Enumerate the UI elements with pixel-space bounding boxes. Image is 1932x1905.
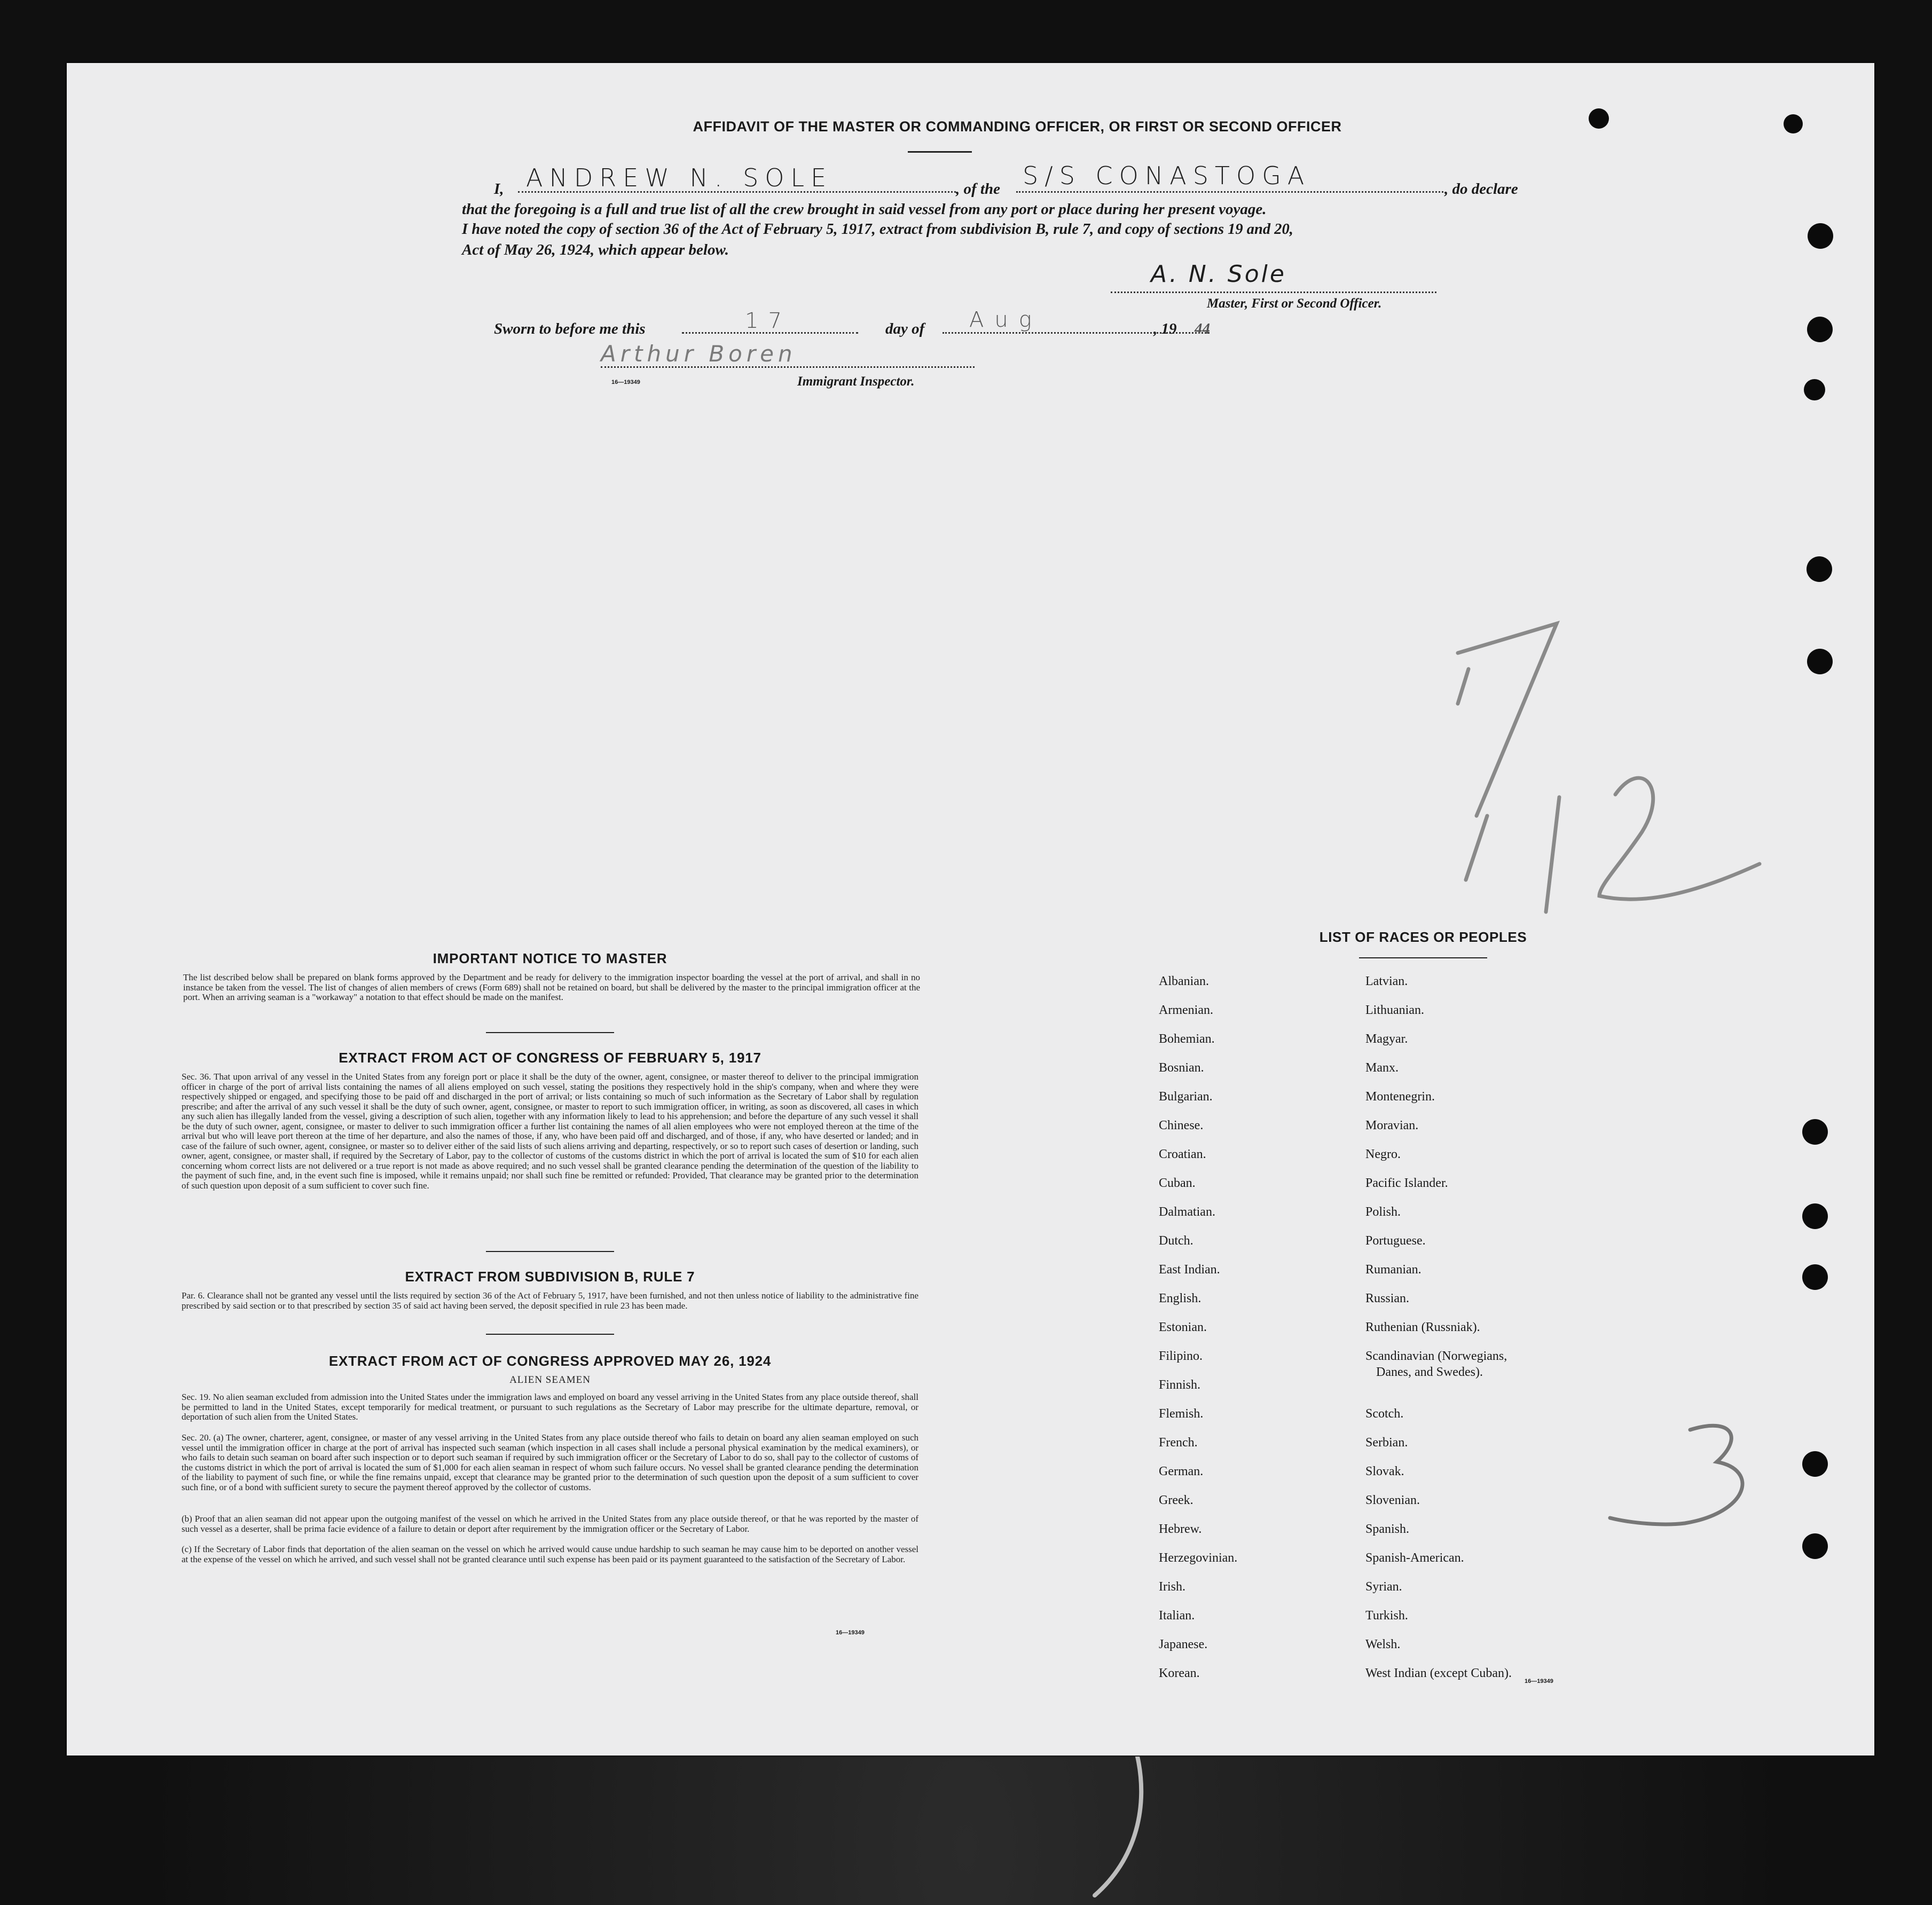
race-item: Spanish-American. bbox=[1365, 1551, 1464, 1565]
punch-hole bbox=[1802, 1119, 1828, 1145]
race-item: French. bbox=[1159, 1436, 1198, 1450]
inspector-line bbox=[601, 366, 975, 368]
inspector-signature: Arthur Boren bbox=[601, 341, 797, 367]
punch-hole bbox=[1804, 379, 1825, 400]
sworn-prefix: Sworn to before me this bbox=[494, 320, 646, 337]
race-item: Latvian. bbox=[1365, 974, 1408, 988]
race-item: Croatian. bbox=[1159, 1147, 1206, 1161]
race-item-line: Danes, and Swedes). bbox=[1376, 1365, 1483, 1379]
race-item: Hebrew. bbox=[1159, 1522, 1202, 1536]
extract-1924-title: EXTRACT FROM ACT OF CONGRESS APPROVED MAY 26, 1924 bbox=[328, 1353, 772, 1369]
race-item: Negro. bbox=[1365, 1147, 1401, 1161]
title-underline bbox=[908, 151, 972, 153]
race-item: Dutch. bbox=[1159, 1234, 1193, 1248]
extract-1917-rule bbox=[486, 1251, 614, 1252]
punch-hole bbox=[1808, 223, 1833, 249]
affidavit-line-3: I have noted the copy of section 36 of the Act of February 5, 1917, extract from subdivision B, rule 7, and copy of sections 19 and 20, bbox=[462, 221, 1293, 238]
sec20b-text: (b) Proof that an alien seaman did not appear upon the outgoing manifest of the vessel on which he arrived in the United States from any place outside thereof, or that he was reported by the master of such vessel as a deserter, shall be prima facie evidence of a failure to detain or deport after requirement by the immigration officer or the Secretary of Labor. bbox=[182, 1514, 918, 1534]
rule7-text: Par. 6. Clearance shall not be granted any vessel until the lists required by section 36 of the Act of February 5, 1917, have been furnished, and not then unless notice of liability to the administrative fine prescribed by said section or to that prescribed by section 35 of said act having been served, the deposit specified in rule 23 has been made. bbox=[182, 1290, 918, 1311]
race-item: Manx. bbox=[1365, 1061, 1399, 1075]
pencil-digit-mark bbox=[1599, 1416, 1802, 1534]
race-item: Albanian. bbox=[1159, 974, 1209, 988]
extract-1917-title: EXTRACT FROM ACT OF CONGRESS OF FEBRUARY 5, 1917 bbox=[339, 1050, 761, 1066]
race-item: Lithuanian. bbox=[1365, 1003, 1424, 1017]
document-page bbox=[67, 63, 1874, 1756]
race-item: Armenian. bbox=[1159, 1003, 1213, 1017]
do-declare-text: , do declare bbox=[1444, 180, 1518, 198]
master-signature: A. N. Sole bbox=[1151, 261, 1286, 288]
punch-hole bbox=[1802, 1451, 1828, 1477]
affidavit-line-4: Act of May 26, 1924, which appear below. bbox=[462, 241, 729, 258]
race-item: Slovenian. bbox=[1365, 1493, 1420, 1507]
extract-1924-subtitle: ALIEN SEAMEN bbox=[509, 1374, 591, 1386]
punch-hole bbox=[1784, 114, 1803, 133]
punch-hole bbox=[1802, 1533, 1828, 1559]
race-item: German. bbox=[1159, 1465, 1204, 1478]
race-item-scandinavian bbox=[1365, 1348, 1512, 1406]
sec20a-text: Sec. 20. (a) The owner, charterer, agent, consignee, or master of any vessel arriving in the United States from any place outside thereof who fails to detain on board any alien seaman employed on such vessel until the immigration officer in charge at the port of arrival has inspected such seaman (which inspection in all cases shall include a personal physical examination by the medical examiners), or who fails to detain such seaman on board after such inspection or to deport such seaman if required by such immigration officer or the Secretary of Labor to do so, shall pay to the collector of customs of the customs district in which the port of arrival is located the sum of $1,000 for each alien seaman in respect of whom such failure occurs. No vessel shall be granted clearance pending the determination of the liability to payment of such fine, or while the fine remains unpaid, except that clearance may be granted prior to the determination of such question upon the deposit of a sum sufficient to cover such fine, or of a bond with sufficient surety to secure the payment thereof approved by the collector of customs. bbox=[182, 1432, 918, 1492]
race-item: Estonian. bbox=[1159, 1320, 1207, 1334]
race-item: Italian. bbox=[1159, 1609, 1195, 1623]
races-title: LIST OF RACES OR PEOPLES bbox=[1319, 929, 1527, 945]
notice-rule bbox=[486, 1032, 614, 1033]
race-item: Bosnian. bbox=[1159, 1061, 1204, 1075]
rule7-rule bbox=[486, 1334, 614, 1335]
race-item: West Indian (except Cuban). bbox=[1365, 1666, 1512, 1680]
pencil-fraction-mark bbox=[1444, 565, 1818, 928]
master-name-handwritten: ANDREW N. SOLE bbox=[526, 163, 833, 192]
scan-frame-reflection bbox=[1079, 1757, 1153, 1901]
race-item: Portuguese. bbox=[1365, 1234, 1426, 1248]
affidavit-line-2: that the foregoing is a full and true list of all the crew brought in said vessel from any port or place during her present voyage. bbox=[462, 201, 1267, 218]
race-item: Flemish. bbox=[1159, 1407, 1204, 1421]
races-right-column bbox=[1365, 973, 1512, 1694]
race-item: Chinese. bbox=[1159, 1119, 1204, 1132]
punch-hole bbox=[1807, 317, 1833, 342]
race-item: East Indian. bbox=[1159, 1263, 1220, 1277]
month-handwritten: Aug bbox=[969, 308, 1042, 332]
affidavit-line-1 bbox=[494, 179, 504, 199]
extract-1917-text: Sec. 36. That upon arrival of any vessel in the United States from any foreign port or place it shall be the duty of the owner, agent, consignee, or master thereof to deliver to the principal immigration officer in charge of the port of arrival lists containing the names of all aliens employed on such vessel, stating the positions they respectively hold in the ship's company, when and where they were respectively shipped or engaged, and specifying those to be paid off and discharged in the port of arrival; or lists containing so much of such information as the Secretary of Labor shall by regulation prescribe; and after the arrival of any such vessel it shall be the duty of such owner, agent, consignee, or master to report to such immigration officer, in writing, as soon as discovered, all cases in which any such alien has illegally landed from the vessel, giving a description of such alien, together with any information likely to lead to his apprehension; and before the departure of any such vessel it shall be the duty of such owner, agent, consignee, or master to deliver to such immigration officer a further list containing the names of all alien employees who were not employed thereon at the time of the arrival but who will leave port thereon at the time of her departure, and also the names of those, if any, who have been paid off and discharged, and of those, if any, who have deserted or landed; and in case of the failure of such owner, agent, consignee, or master so to deliver either of the said lists of such aliens arriving and departing, respectively, or so to report such cases of desertion or landing, such owner, agent, consignee, or master shall, if required by the Secretary of Labor, pay to the collector of customs of the customs district in which the port of arrival is located the sum of $10 for each alien concerning whom correct lists are not delivered or a true report is not made as above required; and no such vessel shall be granted clearance pending the determination of the question of the liability to the payment of such fine, and, in the event such fine is imposed, while it remains unpaid; nor shall such fine be remitted or refunded: Provided, That clearance may be granted prior to the determination of such question upon deposit of a sum sufficient to cover such fine. bbox=[182, 1072, 918, 1191]
race-item: Serbian. bbox=[1365, 1436, 1408, 1450]
race-item: Welsh. bbox=[1365, 1638, 1401, 1651]
race-item: Bohemian. bbox=[1159, 1032, 1215, 1046]
sec19-text: Sec. 19. No alien seaman excluded from admission into the United States under the immigration laws and employed on board any vessel arriving in the United States from any place outside thereof, shall be permitted to land in the United States, except temporarily for medical treatment, or pursuant to such regulations as the Secretary of Labor may prescribe for the ultimate departure, removal, or deportation of such alien from the United States. bbox=[182, 1392, 918, 1422]
rule7-title: EXTRACT FROM SUBDIVISION B, RULE 7 bbox=[405, 1269, 695, 1285]
race-item: Moravian. bbox=[1365, 1119, 1419, 1132]
race-item: Cuban. bbox=[1159, 1176, 1196, 1190]
race-item-line: Scandinavian (Norwegians, bbox=[1365, 1349, 1507, 1363]
race-item: Korean. bbox=[1159, 1666, 1200, 1680]
form-number-bottom-right: 16—19349 bbox=[1525, 1678, 1553, 1684]
race-item: Montenegrin. bbox=[1365, 1090, 1435, 1104]
races-title-rule bbox=[1359, 957, 1487, 958]
race-item: Ruthenian (Russniak). bbox=[1365, 1320, 1480, 1334]
inspector-caption: Immigrant Inspector. bbox=[797, 374, 915, 389]
race-item: Dalmatian. bbox=[1159, 1205, 1215, 1219]
races-left-column bbox=[1159, 973, 1237, 1694]
vessel-blank bbox=[1016, 191, 1443, 193]
race-item: Spanish. bbox=[1365, 1522, 1410, 1536]
race-item: Slovak. bbox=[1365, 1465, 1404, 1478]
race-item: Japanese. bbox=[1159, 1638, 1208, 1651]
punch-hole bbox=[1802, 1203, 1828, 1229]
of-the-text: , of the bbox=[956, 180, 1000, 198]
race-item: Irish. bbox=[1159, 1580, 1185, 1594]
signature-line bbox=[1111, 292, 1436, 293]
race-item: Bulgarian. bbox=[1159, 1090, 1213, 1104]
form-number-bottom-left: 16—19349 bbox=[836, 1630, 865, 1636]
year-prefix: , 19 bbox=[1153, 320, 1177, 337]
race-item: Finnish. bbox=[1159, 1378, 1201, 1392]
race-item: Pacific Islander. bbox=[1365, 1176, 1448, 1190]
race-item: Syrian. bbox=[1365, 1580, 1402, 1594]
vessel-name-handwritten: S/S CONASTOGA bbox=[1023, 161, 1311, 190]
race-item: Rumanian. bbox=[1365, 1263, 1421, 1277]
race-item: Filipino. bbox=[1159, 1349, 1203, 1363]
notice-text: The list described below shall be prepared on blank forms approved by the Department and be ready for delivery to the immigration inspector boarding the vessel at the port of arrival, and shall in no instance be taken from the vessel. The list of changes of alien members of crews (Form 689) shall not be retained on board, but shall be delivered by the master to the principal immigration officer at the port. When an arriving seaman is a "workaway" a notation to that effect should be made on the manifest. bbox=[183, 972, 920, 1002]
punch-hole bbox=[1802, 1264, 1828, 1290]
punch-hole bbox=[1589, 108, 1609, 129]
day-of-text: day of bbox=[885, 320, 925, 337]
race-item: Magyar. bbox=[1365, 1032, 1408, 1046]
race-item: Russian. bbox=[1365, 1292, 1410, 1305]
form-number-top: 16—19349 bbox=[611, 379, 640, 385]
notice-title: IMPORTANT NOTICE TO MASTER bbox=[433, 950, 667, 966]
race-item: Greek. bbox=[1159, 1493, 1193, 1507]
signature-caption: Master, First or Second Officer. bbox=[1207, 296, 1382, 311]
sec20c-text: (c) If the Secretary of Labor finds that deportation of the alien seaman on the vessel on which he arrived would cause undue hardship to such seaman he may cause him to be deported on another vessel at the expense of the vessel on which he arrived, and such vessel shall not be granted clearance until such expense has been paid or its payment guaranteed to the satisfaction of the Secretary of Labor. bbox=[182, 1544, 918, 1564]
year-value: 44 bbox=[1195, 320, 1210, 337]
affidavit-title: AFFIDAVIT OF THE MASTER OR COMMANDING OFFICER, OR FIRST OR SECOND OFFICER bbox=[693, 119, 1342, 135]
race-item: Scotch. bbox=[1365, 1407, 1404, 1421]
affidavit-i: I, bbox=[494, 180, 504, 198]
race-item: Herzegovinian. bbox=[1159, 1551, 1238, 1565]
day-handwritten: 17 bbox=[745, 309, 791, 333]
race-item: Polish. bbox=[1365, 1205, 1401, 1219]
race-item: English. bbox=[1159, 1292, 1201, 1305]
race-item: Turkish. bbox=[1365, 1609, 1408, 1623]
